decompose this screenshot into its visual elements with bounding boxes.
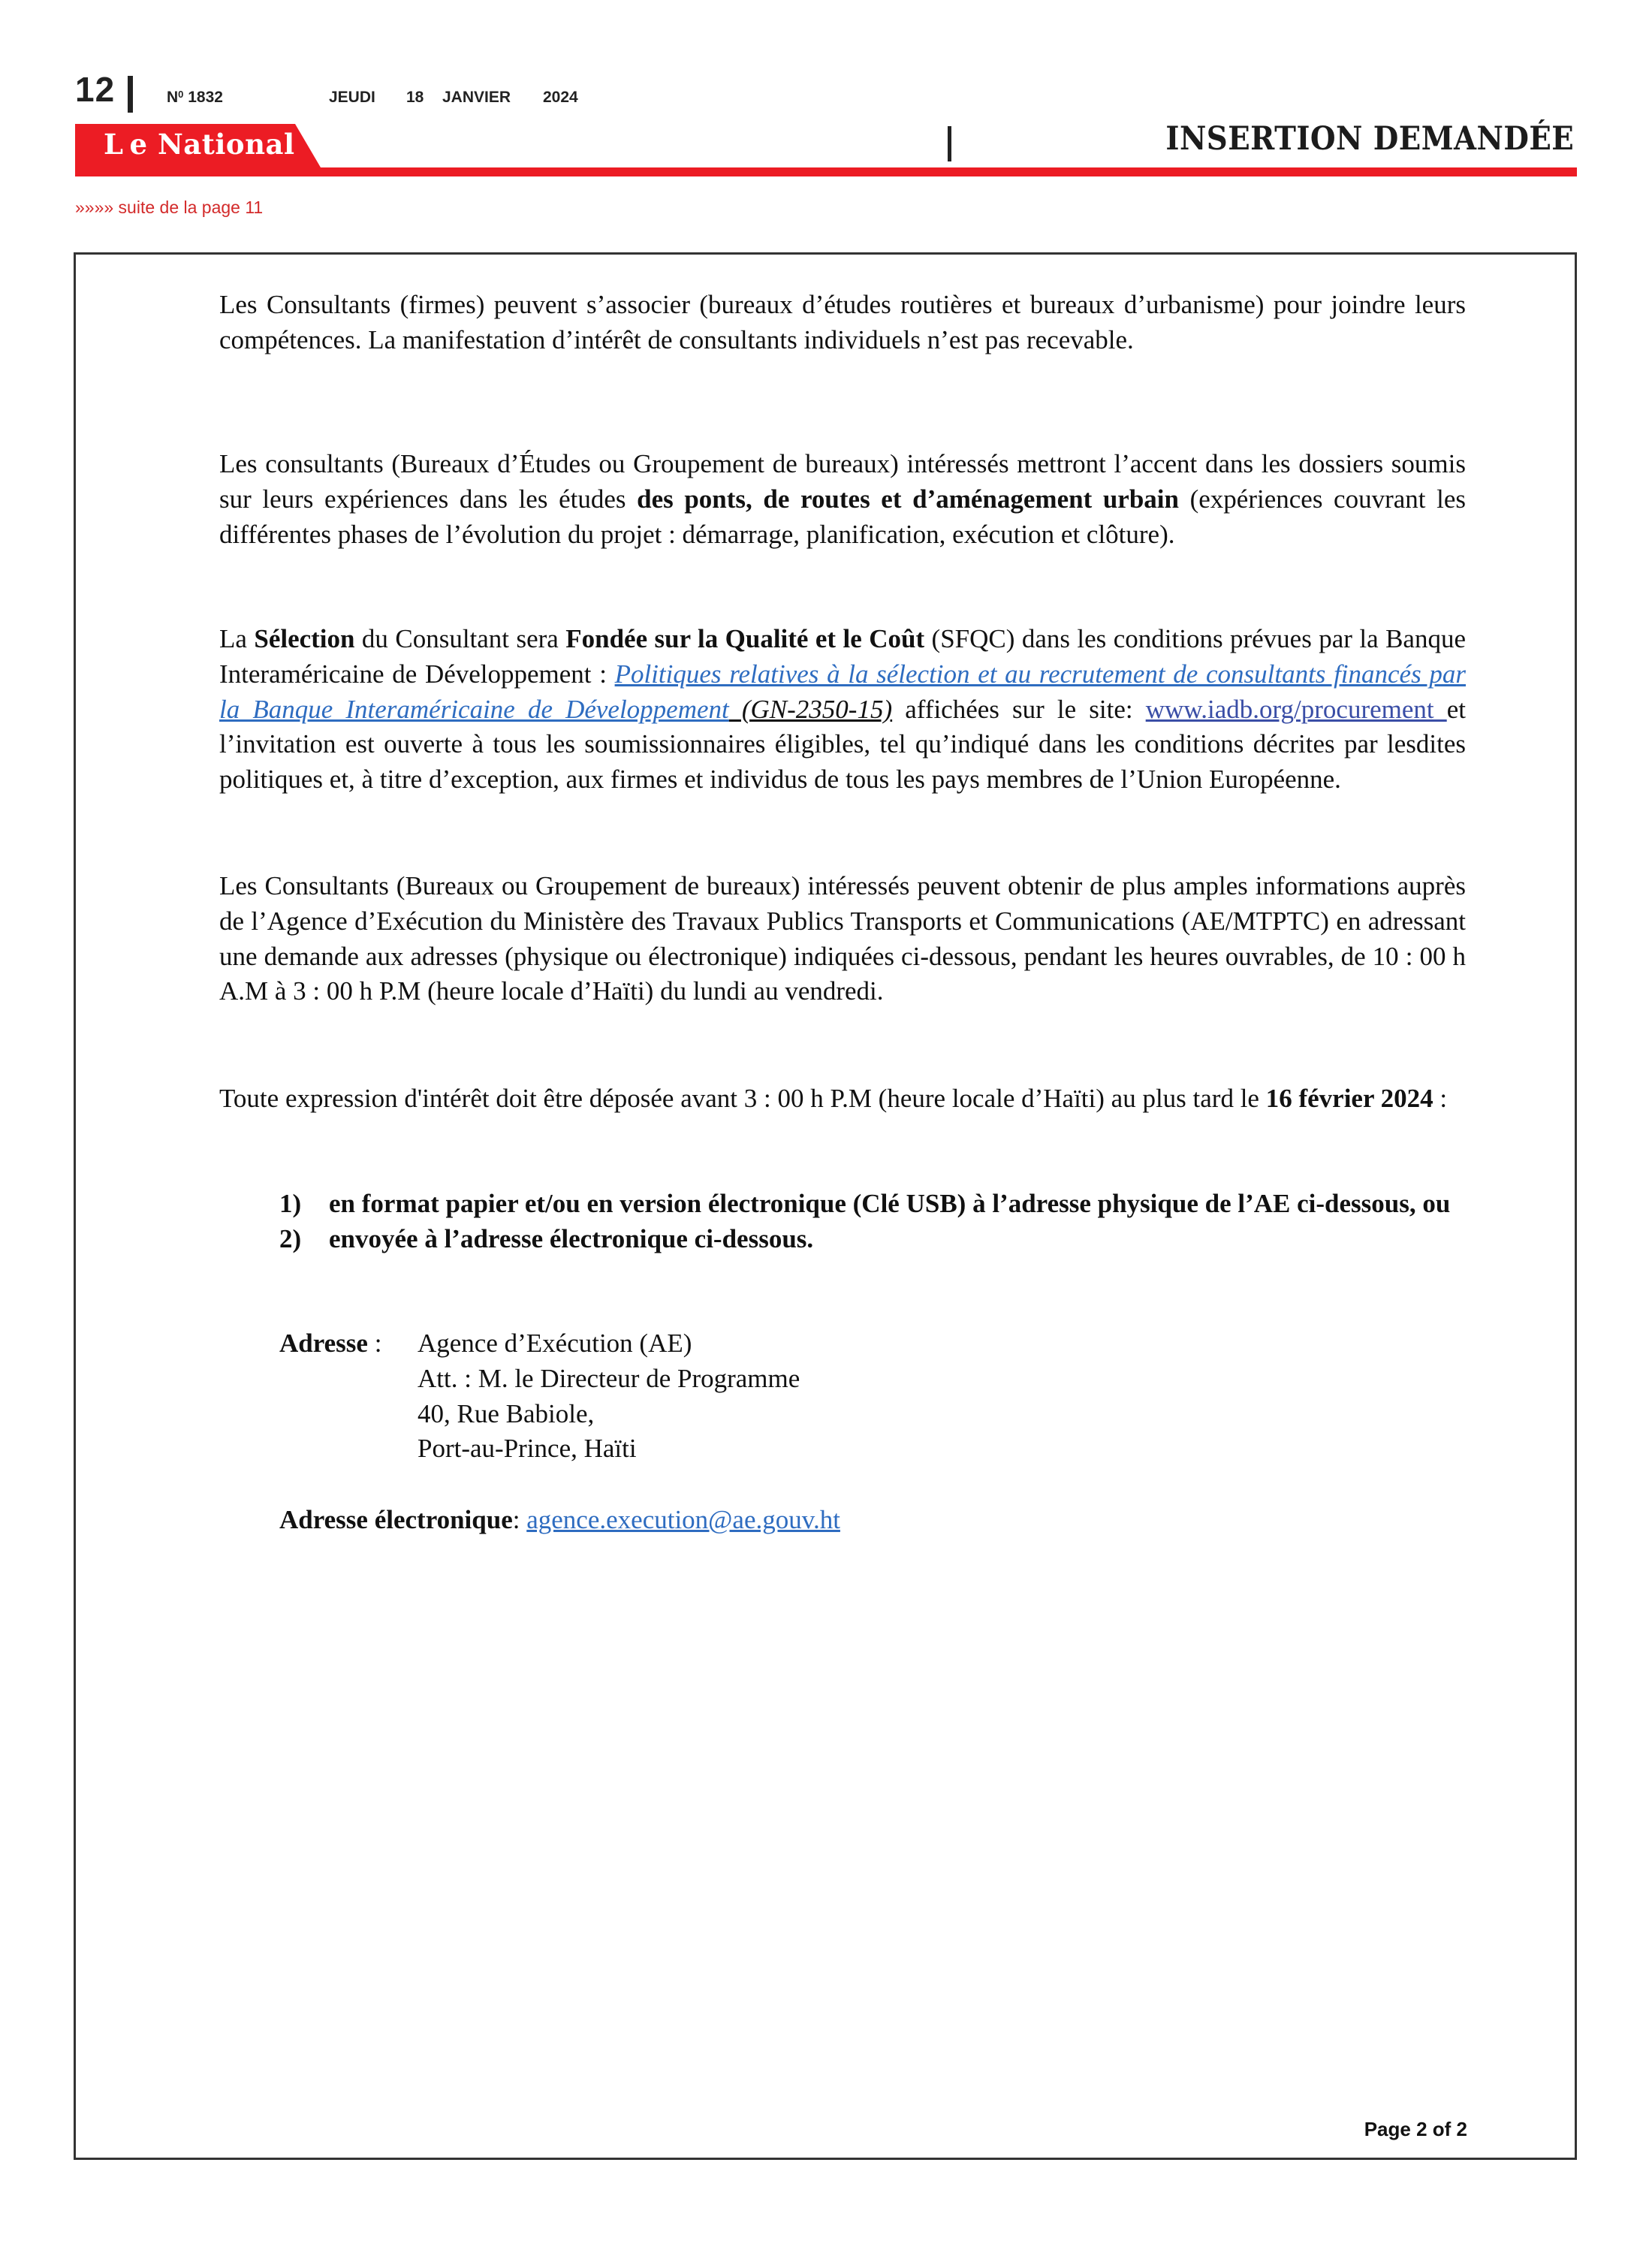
deadline-date: 16 février 2024	[1265, 1084, 1433, 1113]
issue-value: 1832	[188, 89, 223, 106]
email-link[interactable]: agence.execution@ae.gouv.ht	[526, 1505, 840, 1534]
page-indicator: Page 2 of 2	[1364, 2118, 1467, 2140]
address-block	[418, 1326, 800, 1467]
list-item-text: en format papier et/ou en version électronique (Clé USB) à l’adresse physique de l’AE ci-dessous, ou	[329, 1189, 1451, 1218]
issue-sup: 0	[178, 89, 184, 100]
bold-run: des ponts, de routes et d’aménagement urbain	[637, 484, 1179, 514]
email-label: Adresse électronique	[279, 1505, 513, 1534]
text-run: (SFQC) dans les conditions prévues par la Banque Interaméricaine de Développement :	[219, 624, 1466, 689]
continued-from-link[interactable]: »»»» suite de la page 11	[75, 198, 264, 217]
date-day-name: JEUDI	[329, 89, 375, 106]
policy-reference: (GN-2350-15)	[728, 694, 893, 724]
paragraph-information: Les Consultants (Bureaux ou Groupement de bureaux) intéressés peuvent obtenir de plus amples informations auprès de l’Agence d’Exécution du Ministère des Travaux Publics Transports et Communications (AE/MTPTC) en adressant une demande aux adresses (physique ou électronique) indiquées ci-dessous, pendant les heures ouvrables, de 10 : 00 h A.M à 3 : 00 h P.M (heure locale d’Haïti) du lundi au vendredi.	[219, 871, 1466, 1006]
address-line: Agence d’Exécution (AE)	[418, 1329, 692, 1358]
list-number: 2)	[279, 1223, 302, 1253]
email-separator: :	[512, 1505, 527, 1534]
bold-run: Fondée sur la Qualité et le Coût	[565, 624, 925, 653]
brand-letter-l: L	[104, 128, 124, 161]
bold-run: Sélection	[254, 624, 355, 653]
date-month: JANVIER	[442, 89, 511, 106]
policy-link[interactable]: Politiques relatives à la sélection et au recrutement de consultants financés par la Banque Interaméricaine de Développement	[219, 659, 1467, 724]
email-row	[279, 1503, 840, 1538]
list-number: 1)	[279, 1189, 302, 1218]
text-run: et l’invitation est ouverte à tous les soumissionnaires éligibles, tel qu’indiqué dans les conditions décrites par lesdites politiques et, à titre d’exception, aux firmes et individus de tous les pays membres de l’Union Européenne.	[219, 694, 1466, 795]
text-run: Toute expression d'intérêt doit être déposée avant 3 : 00 h P.M (heure locale d’Haïti) au plus tard le	[219, 1084, 1266, 1113]
procurement-url-link[interactable]: www.iadb.org/procurement	[1145, 694, 1447, 724]
address-line: Att. : M. le Directeur de Programme	[418, 1363, 800, 1393]
text-run: du Consultant sera	[354, 624, 566, 653]
submission-options-list	[279, 1187, 1466, 1257]
address-label-text: Adresse	[279, 1329, 368, 1358]
paragraph-deadline	[219, 1081, 1466, 1117]
date-year: 2024	[543, 89, 578, 106]
address-label	[279, 1326, 381, 1362]
issue-number	[167, 89, 223, 105]
list-item	[279, 1222, 1466, 1257]
paragraph-association: Les Consultants (firmes) peuvent s’associer (bureaux d’études routières et bureaux d’urbanisme) pour joindre leurs compétences. La manifestation d’intérêt de consultants individuels n’est pas recevable.	[219, 290, 1466, 354]
page-number: 12	[75, 70, 116, 109]
brand-letter-e: e	[129, 128, 148, 161]
address-separator: :	[367, 1329, 382, 1358]
brand-logo	[104, 128, 295, 161]
paragraph-selection-method	[219, 622, 1466, 798]
address-line: Port-au-Prince, Haïti	[418, 1434, 637, 1464]
text-run: affichées sur le site:	[892, 694, 1146, 724]
text-run: (expériences couvrant les différentes phases de l’évolution du projet : démarrage, planification, exécution et clôture).	[219, 484, 1466, 549]
address-line: 40, Rue Babiole,	[418, 1398, 595, 1428]
text-run: :	[1433, 1084, 1448, 1113]
text-run: Les consultants (Bureaux d’Études ou Groupement de bureaux) intéressés mettront l’accent dans les dossiers soumis sur leurs expériences dans les études	[219, 449, 1466, 514]
section-divider	[948, 126, 951, 161]
paragraph-experience	[219, 447, 1466, 552]
page-number-divider	[128, 76, 133, 113]
list-item-text: envoyée à l’adresse électronique ci-dessous.	[329, 1223, 814, 1253]
text-run: La	[219, 624, 255, 653]
section-title: INSERTION DEMANDÉE	[1165, 120, 1574, 158]
date-day: 18	[406, 89, 424, 106]
brand-word-national: National	[157, 128, 295, 161]
list-item	[279, 1187, 1466, 1222]
issue-prefix: N	[167, 89, 179, 106]
